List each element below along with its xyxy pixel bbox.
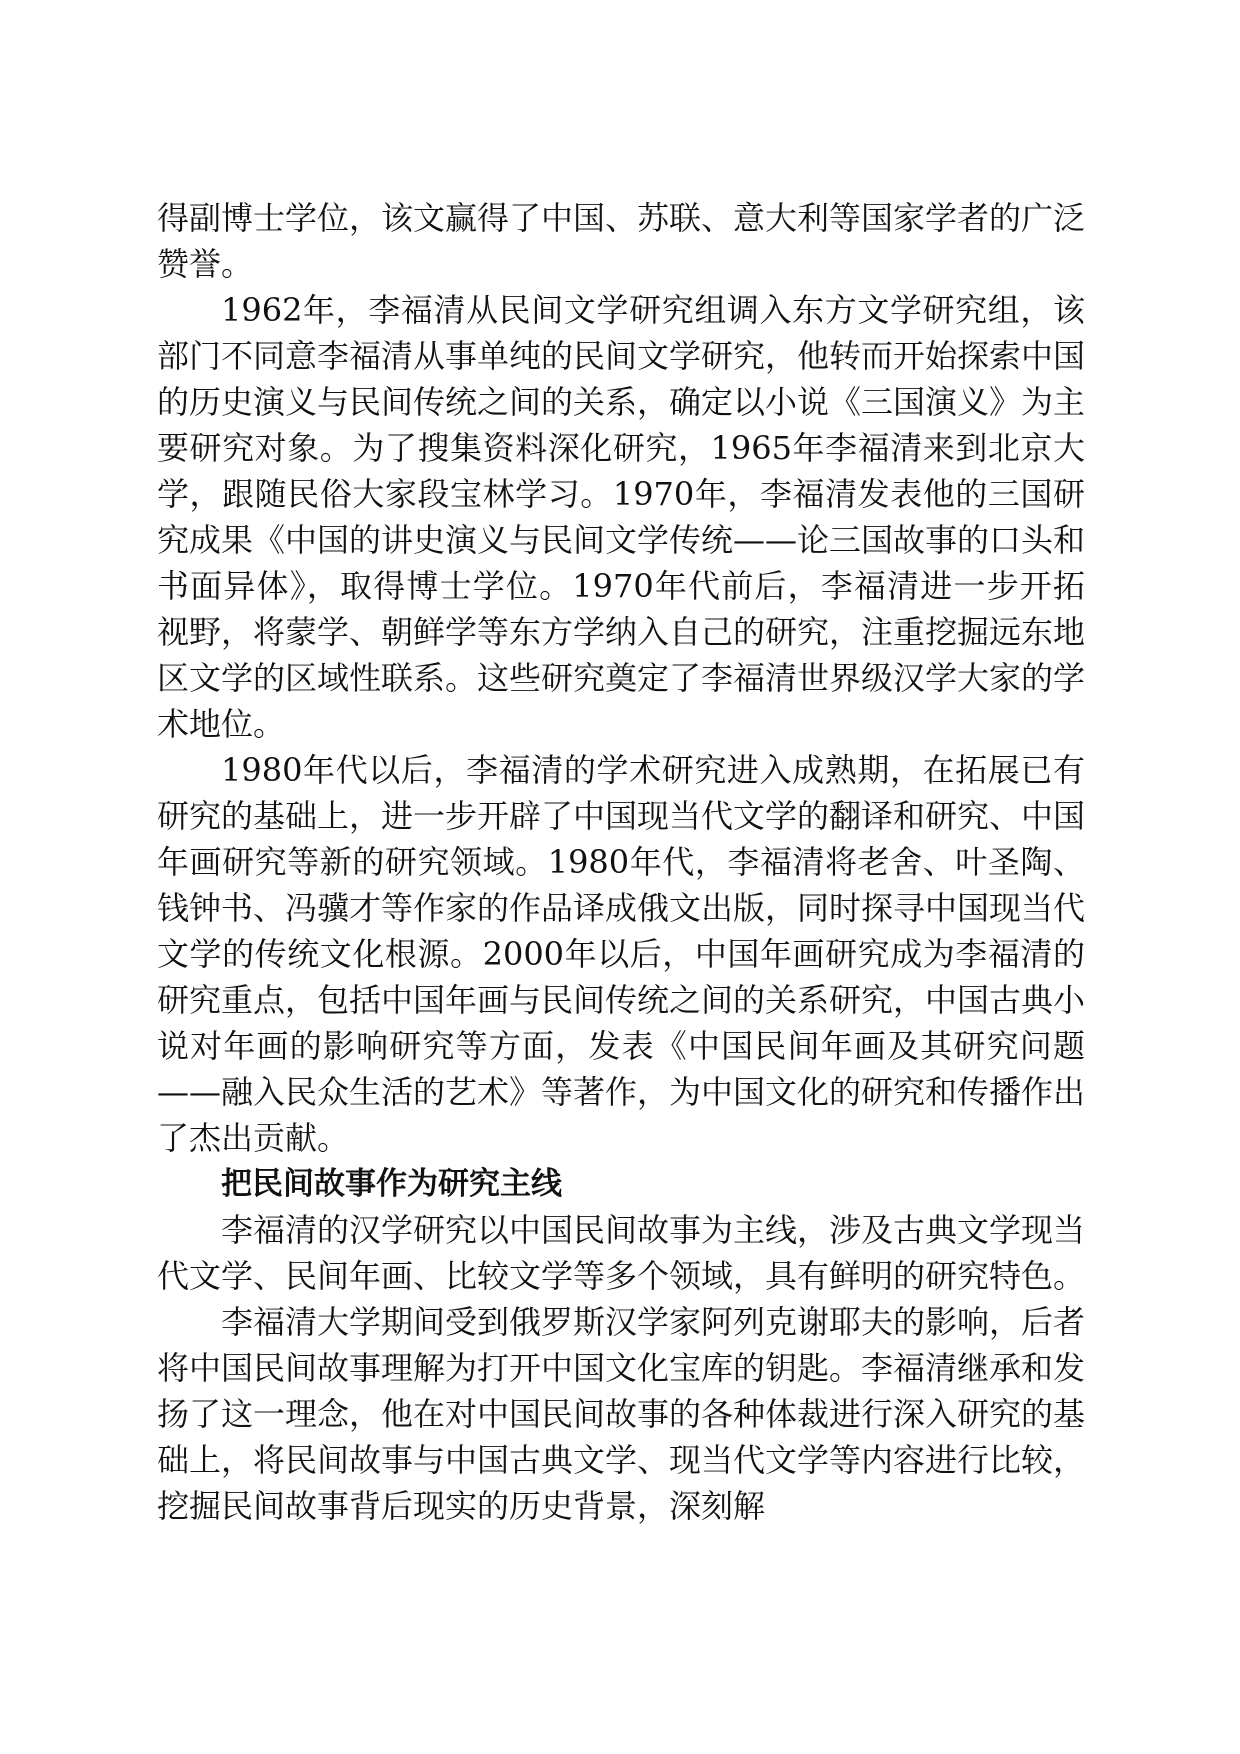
section-heading: 把民间故事作为研究主线 — [221, 1166, 562, 1202]
paragraph-research-overview: 李福清的汉学研究以中国民间故事为主线，涉及古典文学现当代文学、民间年画、比较文学等多个领域，具有鲜明的研究特色。 — [157, 1211, 1086, 1295]
document-body — [157, 195, 1085, 1529]
paragraph-1962: 1962年，李福清从民间文学研究组调入东方文学研究组，该部门不同意李福清从事单纯的民间文学研究，他转而开始探索中国的历史演义与民间传统之间的关系，确定以小说《三国演义》为主要研究对象。为了搜集资料深化研究，1965年李福清来到北京大学，跟随民俗大家段宝林学习。1970年，李福清发表他的三国研究成果《中国的讲史演义与民间文学传统——论三国故事的口头和书面异体》，取得博士学位。1970年代前后，李福清进一步开拓视野，将蒙学、朝鲜学等东方学纳入自己的研究，注重挖掘远东地区文学的区域性联系。这些研究奠定了李福清世界级汉学大家的学术地位。 — [157, 291, 1086, 743]
paragraph-1980s: 1980年代以后，李福清的学术研究进入成熟期，在拓展已有研究的基础上，进一步开辟了中国现当代文学的翻译和研究、中国年画研究等新的研究领域。1980年代，李福清将老舍、叶圣陶、钱钟书、冯骥才等作家的作品译成俄文出版，同时探寻中国现当代文学的传统文化根源。2000年以后，中国年画研究成为李福清的研究重点，包括中国年画与民间传统之间的关系研究，中国古典小说对年画的影响研究等方面，发表《中国民间年画及其研究问题——融入民众生活的艺术》等著作，为中国文化的研究和传播作出了杰出贡献。 — [157, 751, 1086, 1157]
paragraph-influence: 李福清大学期间受到俄罗斯汉学家阿列克谢耶夫的影响，后者将中国民间故事理解为打开中国文化宝库的钥匙。李福清继承和发扬了这一理念，他在对中国民间故事的各种体裁进行深入研究的基础上，将民间故事与中国古典文学、现当代文学等内容进行比较，挖掘民间故事背后现实的历史背景，深刻解 — [157, 1303, 1086, 1525]
paragraph-continuation: 得副博士学位，该文赢得了中国、苏联、意大利等国家学者的广泛赞誉。 — [157, 199, 1086, 283]
